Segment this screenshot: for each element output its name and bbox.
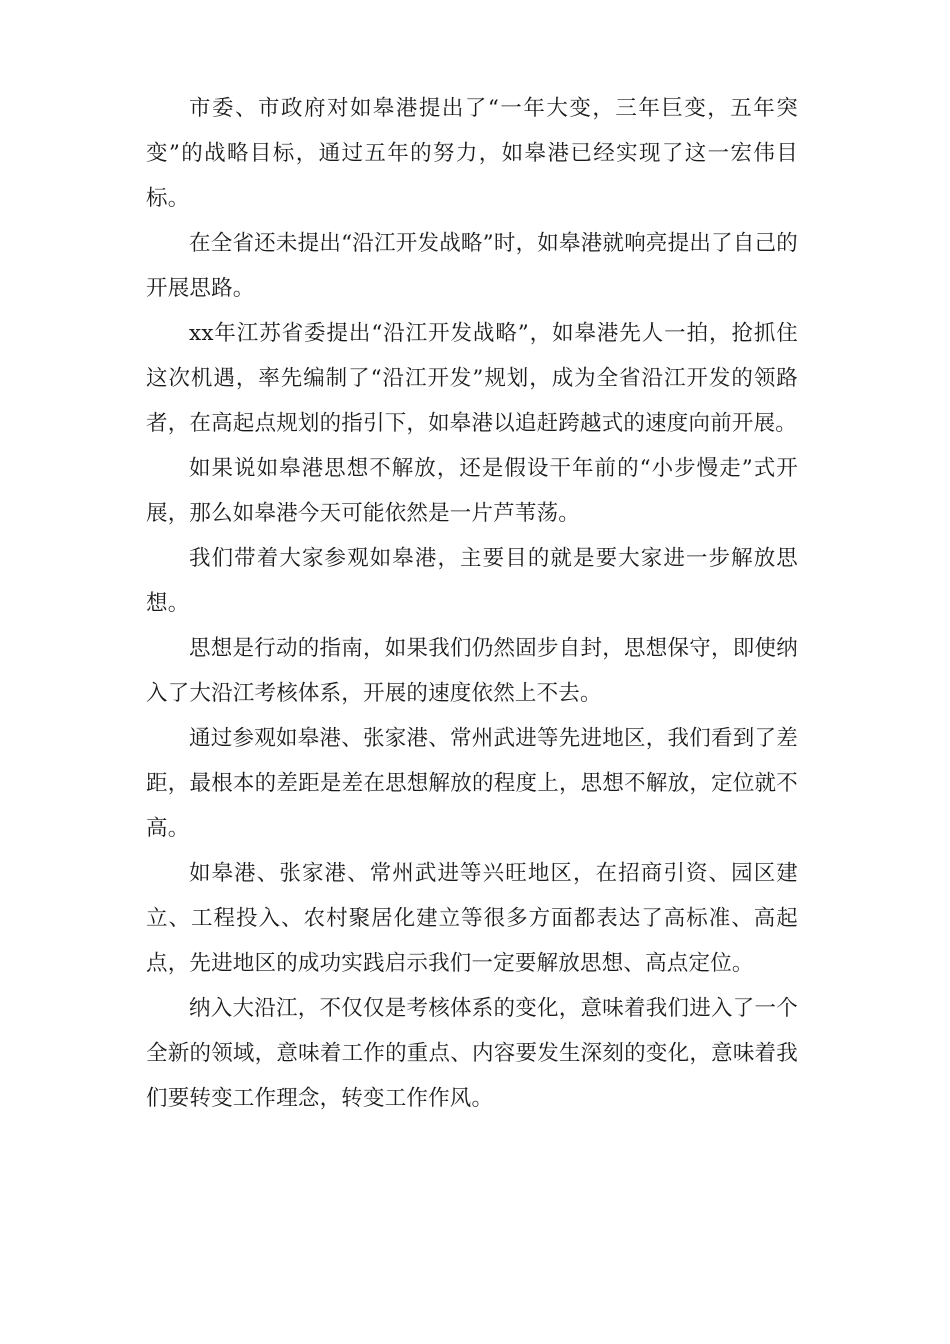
paragraph: 市委、市政府对如皋港提出了“一年大变，三年巨变，五年突变”的战略目标，通过五年的努力，如皋港已经实现了这一宏伟目标。 bbox=[146, 96, 798, 211]
document-body bbox=[146, 86, 798, 1121]
paragraph: 通过参观如皋港、张家港、常州武进等先进地区，我们看到了差距，最根本的差距是差在思想解放的程度上，思想不解放，定位就不高。 bbox=[146, 726, 798, 841]
paragraph: 在全省还未提出“沿江开发战略”时，如皋港就响亮提出了自己的开展思路。 bbox=[146, 231, 798, 301]
paragraph: 思想是行动的指南，如果我们仍然固步自封，思想保守，即使纳入了大沿江考核体系，开展的速度依然上不去。 bbox=[146, 636, 798, 706]
paragraph: xx年江苏省委提出“沿江开发战略”，如皋港先人一拍，抢抓住这次机遇，率先编制了“沿江开发”规划，成为全省沿江开发的领路者，在高起点规划的指引下，如皋港以追赶跨越式的速度向前开展。 bbox=[146, 321, 798, 436]
paragraph: 纳入大沿江，不仅仅是考核体系的变化，意味着我们进入了一个全新的领域，意味着工作的重点、内容要发生深刻的变化，意味着我们要转变工作理念，转变工作作风。 bbox=[146, 996, 798, 1111]
paragraph: 如果说如皋港思想不解放，还是假设干年前的“小步慢走”式开展，那么如皋港今天可能依然是一片芦苇荡。 bbox=[146, 456, 798, 526]
paragraph: 我们带着大家参观如皋港，主要目的就是要大家进一步解放思想。 bbox=[146, 546, 798, 616]
paragraph: 如皋港、张家港、常州武进等兴旺地区，在招商引资、园区建立、工程投入、农村聚居化建立等很多方面都表达了高标准、高起点，先进地区的成功实践启示我们一定要解放思想、高点定位。 bbox=[146, 861, 798, 976]
